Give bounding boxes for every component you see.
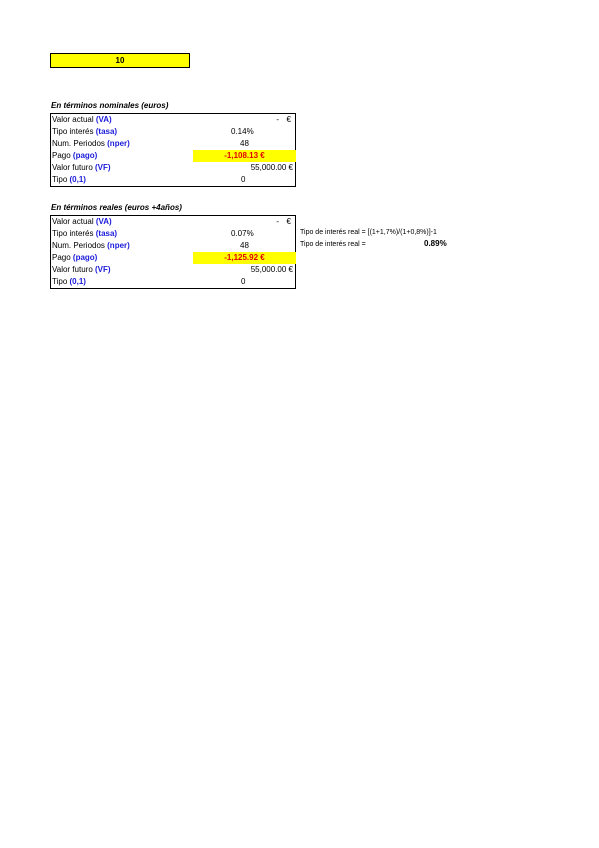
real-table xyxy=(50,215,296,289)
vf-label: Valor futuro (VF) xyxy=(52,163,111,172)
vf-label: Valor futuro (VF) xyxy=(52,265,111,274)
nominal-row-tipo xyxy=(51,174,295,186)
nominal-row-pago xyxy=(51,150,295,162)
real-section-title: En términos reales (euros +4años) xyxy=(51,203,182,212)
period-number-cell[interactable]: 10 xyxy=(50,53,190,68)
va-label: Valor actual (VA) xyxy=(52,217,112,226)
va-value[interactable]: - xyxy=(276,115,279,124)
tipo-label: Tipo (0,1) xyxy=(52,277,86,286)
pago-label: Pago (pago) xyxy=(52,253,98,262)
tasa-value[interactable]: 0.07% xyxy=(231,229,254,238)
real-row-tipo xyxy=(51,276,295,288)
nper-value[interactable]: 48 xyxy=(240,241,249,250)
va-currency: € xyxy=(286,217,291,226)
real-row-vf xyxy=(51,264,295,276)
nominal-table xyxy=(50,113,296,187)
va-value[interactable]: - xyxy=(276,217,279,226)
pago-value[interactable]: -1,125.92 € xyxy=(193,252,296,264)
nominal-section-title: En términos nominales (euros) xyxy=(51,101,169,110)
tasa-value[interactable]: 0.14% xyxy=(231,127,254,136)
va-label: Valor actual (VA) xyxy=(52,115,112,124)
vf-value[interactable]: 55,000.00 € xyxy=(250,163,293,172)
tipo-value[interactable]: 0 xyxy=(241,175,246,184)
real-row-nper xyxy=(51,240,295,252)
pago-value[interactable]: -1,108.13 € xyxy=(193,150,296,162)
nper-value[interactable]: 48 xyxy=(240,139,249,148)
tipo-label: Tipo (0,1) xyxy=(52,175,86,184)
nominal-row-va xyxy=(51,114,295,126)
real-row-pago xyxy=(51,252,295,264)
real-rate-formula: Tipo de interés real = [(1+1,7%)/(1+0,8%)]-1 xyxy=(300,229,437,236)
real-row-tasa xyxy=(51,228,295,240)
nominal-row-vf xyxy=(51,162,295,174)
tipo-value[interactable]: 0 xyxy=(241,277,246,286)
vf-value[interactable]: 55,000.00 € xyxy=(250,265,293,274)
real-rate-value[interactable]: 0.89% xyxy=(424,239,447,248)
tasa-label: Tipo interés (tasa) xyxy=(52,229,118,238)
pago-label: Pago (pago) xyxy=(52,151,98,160)
va-currency: € xyxy=(286,115,291,124)
nominal-row-nper xyxy=(51,138,295,150)
nominal-row-tasa xyxy=(51,126,295,138)
tasa-label: Tipo interés (tasa) xyxy=(52,127,118,136)
nper-label: Num. Periodos (nper) xyxy=(52,139,130,148)
real-rate-label: Tipo de interés real = xyxy=(300,241,366,248)
real-row-va xyxy=(51,216,295,228)
nper-label: Num. Periodos (nper) xyxy=(52,241,130,250)
